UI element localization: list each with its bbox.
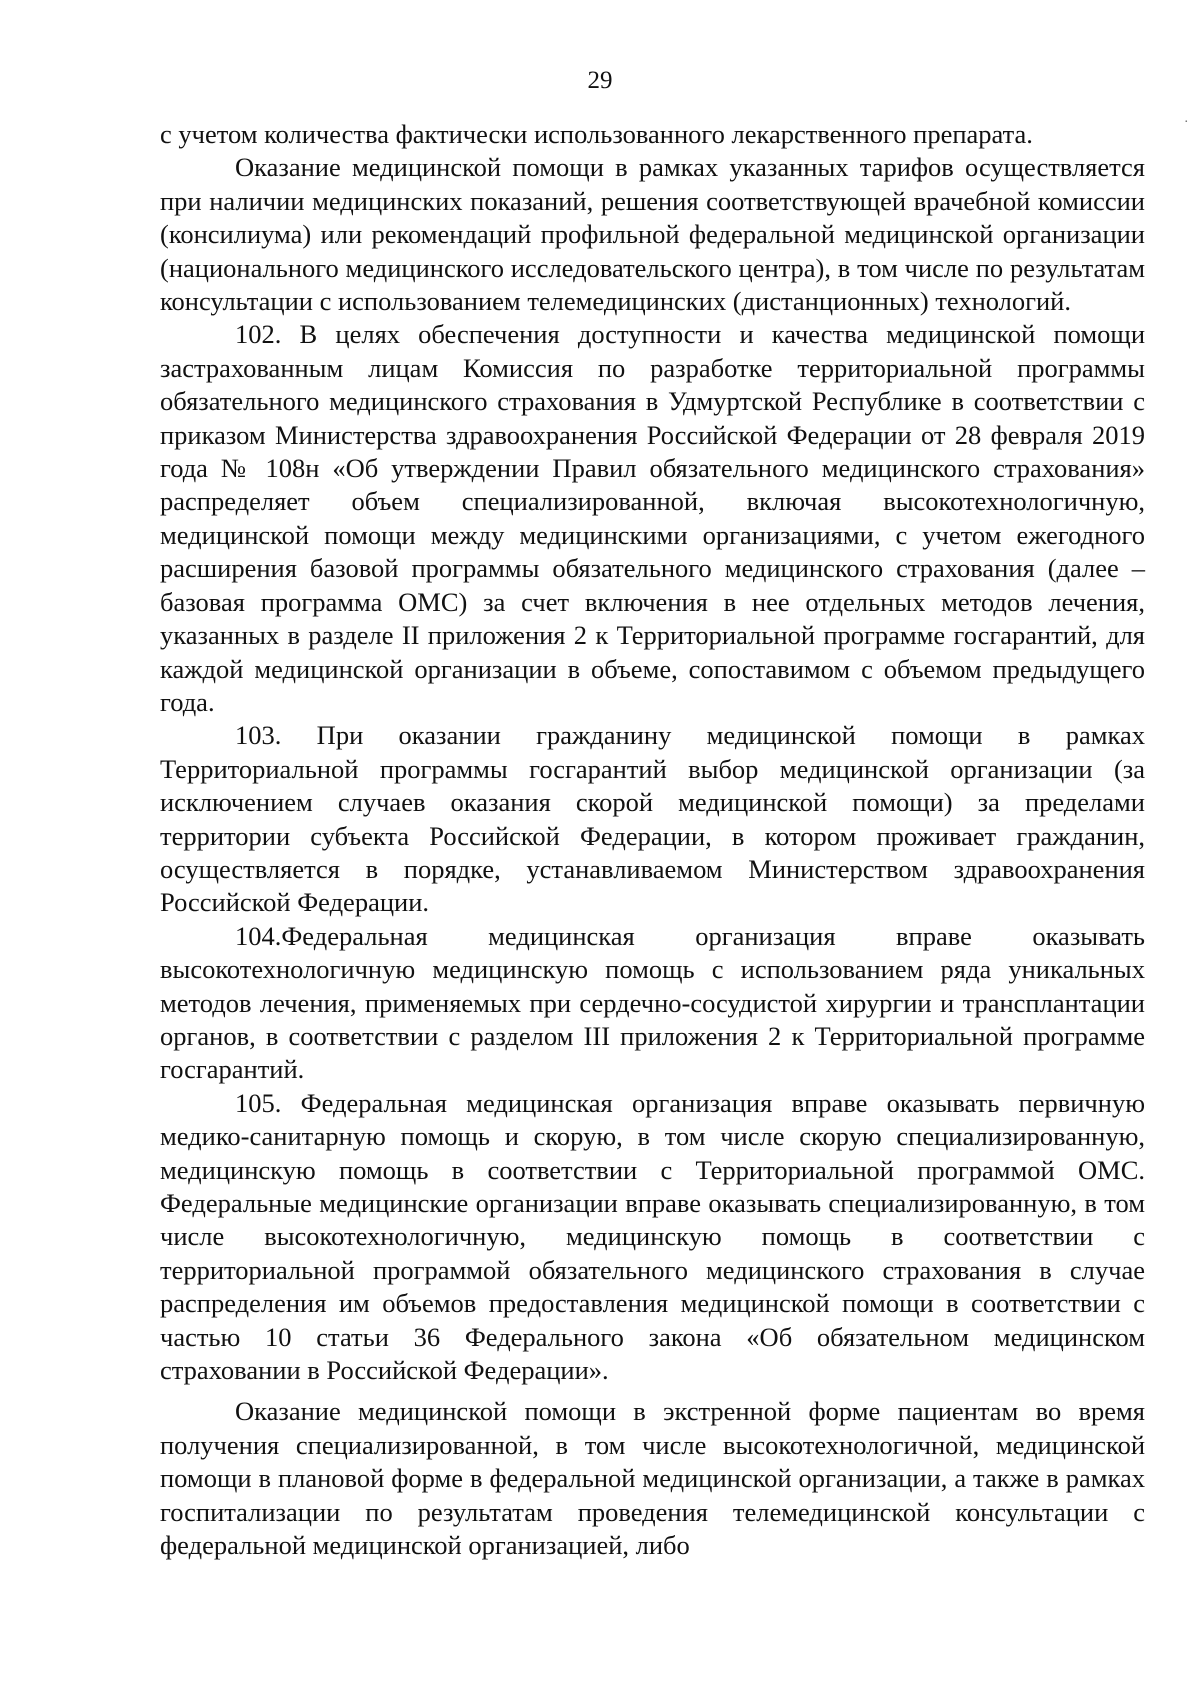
page-number: 29 bbox=[587, 67, 613, 94]
document-body bbox=[160, 118, 1145, 1562]
scan-edge-mark: . bbox=[1184, 111, 1188, 126]
paragraph-105: 105. Федеральная медицинская организация вправе оказывать первичную медико-санитарную помощь и скорую, в том числе скорую специализированную, медицинскую помощь в соответствии с Территориальной программой ОМС. Федеральные медицинские организации вправе оказывать специализированную, в том числе высокотехнологичную, медицинскую помощь в соответствии с территориальной программой обязательного медицинского страхования в случае распределения им объемов предоставления медицинской помощи в соответствии с частью 10 статьи 36 Федерального закона «Об обязательном медицинском страховании в Российской Федерации». bbox=[160, 1087, 1145, 1386]
paragraph-102: 102. В целях обеспечения доступности и качества медицинской помощи застрахованным лицам Комиссия по разработке территориальной программы обязательного медицинского страхования в Удмуртской Республике в соответствии с приказом Министерства здравоохранения Российской Федерации от 28 февраля 2019 года № 108н «Об утверждении Правил обязательного медицинского страхования» распределяет объем специализированной, включая высокотехнологичную, медицинской помощи между медицинскими организациями, с учетом ежегодного расширения базовой программы обязательного медицинского страхования (далее – базовая программа ОМС) за счет включения в нее отдельных методов лечения, указанных в разделе II приложения 2 к Территориальной программе госгарантий, для каждой медицинской организации в объеме, сопоставимом с объемом предыдущего года. bbox=[160, 319, 1145, 717]
paragraph-emergency-care: Оказание медицинской помощи в экстренной форме пациентам во время получения специализированной, в том числе высокотехнологичной, медицинской помощи в плановой форме в федеральной медицинской организации, а также в рамках госпитализации по результатам проведения телемедицинской консультации с федеральной медицинской организацией, либо bbox=[160, 1396, 1145, 1561]
paragraph-continuation: с учетом количества фактически использованного лекарственного препарата. bbox=[160, 119, 1033, 149]
paragraph-tariff-assistance: Оказание медицинской помощи в рамках указанных тарифов осуществляется при наличии медицинских показаний, решения соответствующей врачебной комиссии (консилиума) или рекомендаций профильной федеральной медицинской организации (национального медицинского исследовательского центра), в том числе по результатам консультации с использованием телемедицинских (дистанционных) технологий. bbox=[160, 152, 1145, 317]
paragraph-104: 104.Федеральная медицинская организация вправе оказывать высокотехнологичную медицинскую помощь с использованием ряда уникальных методов лечения, применяемых при сердечно-сосудистой хирургии и трансплантации органов, в соответствии с разделом III приложения 2 к Территориальной программе госгарантий. bbox=[160, 920, 1145, 1085]
paragraph-103: 103. При оказании гражданину медицинской помощи в рамках Территориальной программы госгарантий выбор медицинской организации (за исключением случаев оказания скорой медицинской помощи) за пределами территории субъекта Российской Федерации, в котором проживает гражданин, осуществляется в порядке, устанавливаемом Министерством здравоохранения Российской Федерации. bbox=[160, 720, 1145, 918]
